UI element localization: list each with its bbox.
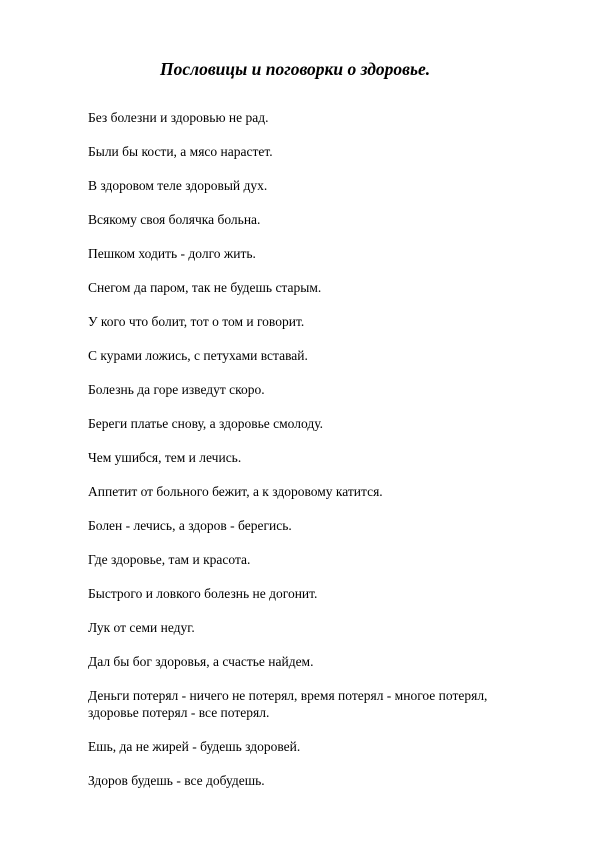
proverb-item: [88, 585, 548, 602]
proverb-item: [88, 279, 548, 296]
proverb-text: Чем ушибся, тем и лечись.: [88, 450, 242, 465]
proverb-text: Болезнь да горе изведут скоро.: [88, 382, 265, 397]
proverb-text: Ешь, да не жирей - будешь здоровей.: [88, 739, 301, 754]
page-title: Пословицы и поговорки о здоровье.: [160, 59, 431, 79]
proverb-text: Болен - лечись, а здоров - берегись.: [88, 518, 292, 533]
proverb-text: У кого что болит, тот о том и говорит.: [88, 314, 305, 329]
proverb-text: Снегом да паром, так не будешь старым.: [88, 280, 322, 295]
proverb-item: [88, 653, 548, 670]
proverb-item: [88, 517, 548, 534]
proverb-text: Береги платье снову, а здоровье смолоду.: [88, 416, 323, 431]
proverb-text: здоровье потерял - все потерял.: [88, 705, 270, 720]
proverb-text: Лук от семи недуг.: [88, 620, 195, 635]
proverb-item: [88, 687, 548, 721]
proverb-list: [88, 109, 548, 806]
proverb-text: Здоров будешь - все добудешь.: [88, 773, 265, 788]
proverb-text: Где здоровье, там и красота.: [88, 552, 251, 567]
proverb-text: Были бы кости, а мясо нарастет.: [88, 144, 273, 159]
proverb-text: Пешком ходить - долго жить.: [88, 246, 256, 261]
proverb-item: [88, 177, 548, 194]
proverb-item: [88, 381, 548, 398]
proverb-item: [88, 738, 548, 755]
proverb-item: [88, 245, 548, 262]
proverb-text: В здоровом теле здоровый дух.: [88, 178, 268, 193]
proverb-text: Аппетит от больного бежит, а к здоровому катится.: [88, 484, 383, 499]
proverb-item: [88, 109, 548, 126]
proverb-text: Быстрого и ловкого болезнь не догонит.: [88, 586, 318, 601]
proverb-text: Всякому своя болячка больна.: [88, 212, 261, 227]
proverb-item: [88, 347, 548, 364]
proverb-item: [88, 483, 548, 500]
proverb-item: [88, 143, 548, 160]
proverb-text: С курами ложись, с петухами вставай.: [88, 348, 308, 363]
proverb-item: [88, 772, 548, 789]
proverb-item: [88, 551, 548, 568]
proverb-item: [88, 415, 548, 432]
proverb-text: Деньги потерял - ничего не потерял, время потерял - многое потерял,: [88, 688, 488, 703]
proverb-item: [88, 313, 548, 330]
proverb-text: Дал бы бог здоровья, а счастье найдем.: [88, 654, 314, 669]
proverb-text: Без болезни и здоровью не рад.: [88, 110, 269, 125]
proverb-item: [88, 211, 548, 228]
proverb-item: [88, 449, 548, 466]
proverb-item: [88, 619, 548, 636]
